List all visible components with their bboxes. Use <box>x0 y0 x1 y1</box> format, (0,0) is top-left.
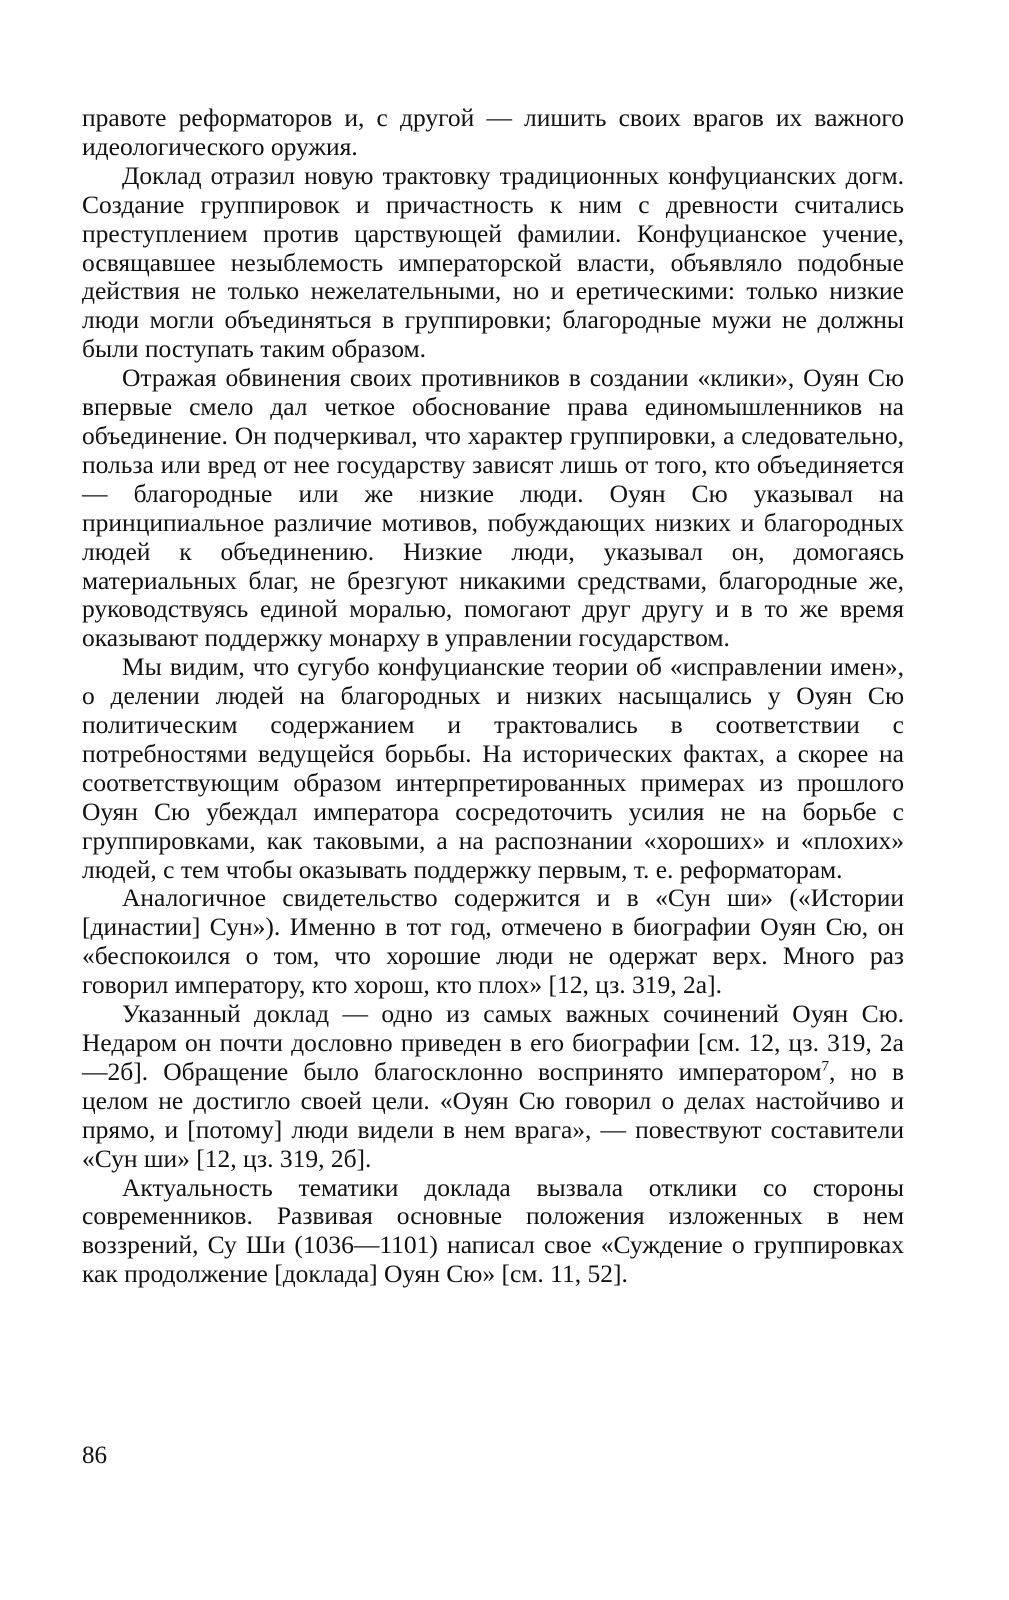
paragraph-6-text-after: , но в целом не достигло своей цели. «Оуян Сю говорил о делах настойчиво и прямо, и [потому] люди видели в нем врага», — повествуют составители «Сун ши» [12, цз. 319, 2б]. <box>82 1056 904 1173</box>
paragraph-6-text-before: Указанный доклад — одно из самых важных сочинений Оуян Сю. Недаром он почти дословно приведен в его биографии [см. 12, цз. 319, 2а—2б]. Обращение было благосклонно воспринято императором <box>82 999 904 1086</box>
paragraph-5: Аналогичное свидетельство содержится и в «Сун ши» («Истории [династии] Сун»). Именно в тот год, отмечено в биографии Оуян Сю, он «беспокоился о том, что хорошие люди не одержат верх. Много раз говорил императору, кто хорош, кто плох» [12, цз. 319, 2а]. <box>82 883 904 1000</box>
footnote-marker: 7 <box>821 1058 829 1075</box>
paragraph-4: Мы видим, что сугубо конфуцианские теории об «исправлении имен», о делении людей на благородных и низких насыщались у Оуян Сю политическим содержанием и трактовались в соответствии с потребностями ведущейся борьбы. На исторических фактах, а скорее на соответствующим образом интерпретированных примерах из прошлого Оуян Сю убеждал императора сосредоточить усилия не на борьбе с группировками, как таковыми, а на распознании «хороших» и «плохих» людей, с тем чтобы оказывать поддержку первым, т. е. реформаторам. <box>82 652 904 884</box>
paragraph-7: Актуальность тематики доклада вызвала отклики со стороны современников. Развивая основные положения изложенных в нем воззрений, Су Ши (1036—1101) написал свое «Суждение о группировках как продолжение [доклада] Оуян Сю» [см. 11, 52]. <box>82 1172 904 1289</box>
page-number: 86 <box>82 1442 107 1469</box>
paragraph-1: правоте реформаторов и, с другой — лишить своих врагов их важного идеологического оружия. <box>82 103 904 161</box>
paragraph-6 <box>82 1000 904 1173</box>
paragraph-2: Доклад отразил новую трактовку традиционных конфуцианских догм. Создание группировок и причастность к ним с древности считались преступлением против царствующей фамилии. Конфуцианское учение, освящавшее незыблемость императорской власти, объявляло подобные действия не только нежелательными, но и еретическими: только низкие люди могли объединяться в группировки; благородные мужи не должны были поступать таким образом. <box>82 160 904 364</box>
paragraph-3: Отражая обвинения своих противников в создании «клики», Оуян Сю впервые смело дал четкое обоснование права единомышленников на объединение. Он подчеркивал, что характер группировки, а следовательно, польза или вред от нее государству зависят лишь от того, кто объединяется — благородные или же низкие люди. Оуян Сю указывал на принципиальное различие мотивов, побуждающих низких и благородных людей к объединению. Низкие люди, указывал он, домогаясь материальных благ, не брезгуют никакими средствами, благородные же, руководствуясь единой моралью, помогают друг другу и в то же время оказывают поддержку монарху в управлении государством. <box>82 363 904 653</box>
body-text <box>82 104 904 1289</box>
